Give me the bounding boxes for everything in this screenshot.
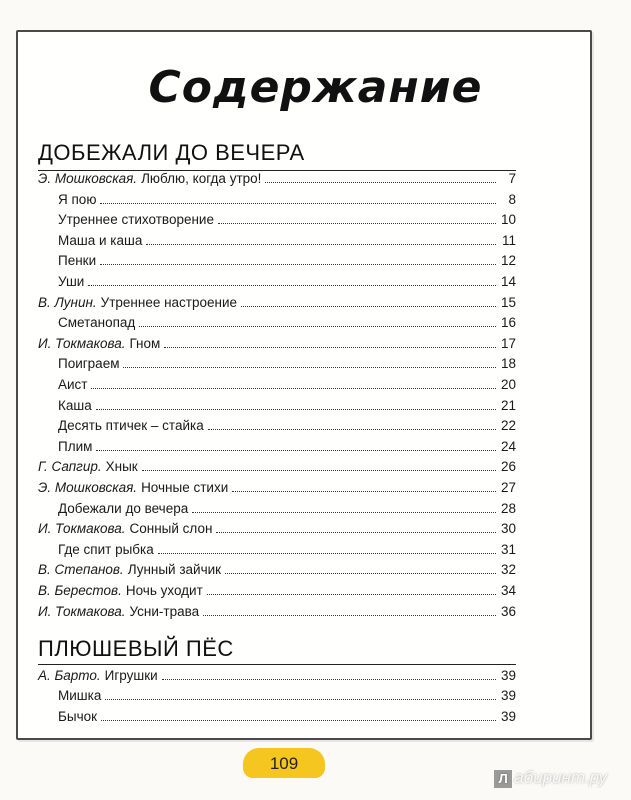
toc-entry-author: Э. Мошковская.	[38, 171, 138, 186]
toc-leader-dots	[105, 687, 496, 700]
toc-leader-dots	[91, 376, 496, 389]
toc-entry-author: И. Токмакова.	[38, 603, 126, 619]
toc-entry	[58, 541, 516, 559]
toc-entry-page: 14	[500, 274, 516, 289]
toc-leader-dots	[101, 708, 496, 721]
toc-entry	[58, 417, 516, 435]
toc-entry-page: 20	[500, 377, 516, 392]
toc-entry-title: Добежали до вечера	[58, 500, 189, 516]
toc-entry	[38, 170, 516, 188]
watermark-logo-icon: Л	[494, 770, 512, 788]
toc-entry-page: 12	[500, 253, 516, 269]
section-rule-2	[38, 664, 516, 665]
toc-entry-author: Г. Сапгир.	[38, 459, 102, 475]
toc-entry-title: Аист	[58, 377, 88, 392]
toc-entry	[38, 520, 516, 538]
section-title-1: ДОБЕЖАЛИ ДО ВЕЧЕРА	[38, 140, 305, 165]
toc-entry-title: Каша	[58, 397, 92, 413]
toc-entry-title: Маша и каша	[58, 232, 143, 248]
toc-entry-page: 39	[500, 688, 516, 704]
toc-leader-dots	[216, 520, 496, 533]
toc-entry-page: 7	[508, 171, 516, 186]
toc-leader-dots	[123, 355, 496, 368]
toc-entry-title: Утреннее стихотворение	[58, 212, 214, 228]
toc-entry-page: 34	[500, 583, 516, 598]
toc-entry-title: Поиграем	[58, 356, 120, 372]
toc-entry-title: Гном	[129, 335, 161, 351]
toc-entry-title: Где спит рыбка	[58, 541, 154, 557]
toc-entry-title: Сметанопад	[58, 315, 136, 331]
toc-leader-dots	[207, 582, 496, 595]
toc-entry-page: 39	[500, 708, 516, 724]
toc-leader-dots	[225, 561, 496, 574]
toc-entry-author: Э. Мошковская.	[38, 480, 138, 495]
toc-entry-title: Плим	[58, 438, 93, 454]
toc-entry-author: В. Берестов.	[38, 583, 122, 598]
toc-entry-author: В. Степанов.	[38, 562, 124, 578]
toc-leader-dots	[100, 252, 496, 265]
toc-leader-dots	[218, 211, 496, 224]
toc-entry-title: Хнык	[105, 459, 138, 475]
toc-leader-dots	[146, 232, 496, 245]
toc-entry	[58, 376, 516, 394]
toc-leader-dots	[241, 294, 496, 307]
toc-entry-title: Пенки	[58, 253, 97, 269]
toc-entry-page: 36	[500, 603, 516, 619]
toc-entry-page: 32	[500, 562, 516, 578]
toc-entry-page: 16	[500, 315, 516, 331]
toc-entry-title: Ночные стихи	[141, 480, 229, 495]
toc-entry-title: Утреннее настроение	[100, 294, 238, 310]
toc-entry-author: И. Токмакова.	[38, 521, 126, 537]
toc-entry-page: 17	[500, 335, 516, 351]
toc-entry-page: 30	[500, 521, 516, 537]
toc-entry	[38, 667, 516, 685]
toc-entry-page: 39	[500, 668, 516, 683]
toc-entry-page: 8	[508, 191, 516, 207]
page-number: 109	[243, 748, 325, 778]
toc-entry-title: Я пою	[58, 191, 97, 207]
toc-entry-title: Уши	[58, 274, 85, 289]
toc-entry	[58, 438, 516, 456]
toc-leader-dots	[192, 500, 496, 513]
toc-entry	[38, 458, 516, 476]
section-title-2: ПЛЮШЕВЫЙ ПЁС	[38, 636, 234, 661]
toc-entry	[58, 355, 516, 373]
toc-entry-author: А. Барто.	[38, 668, 101, 683]
toc-leader-dots	[100, 191, 496, 204]
toc-entry-title: Лунный зайчик	[127, 562, 222, 578]
toc-entry-title: Мишка	[58, 688, 102, 704]
toc-entry-title: Десять птичек – стайка	[58, 418, 204, 434]
toc-entry	[58, 708, 516, 726]
toc-entry-page: 26	[500, 459, 516, 475]
toc-leader-dots	[158, 541, 496, 554]
toc-entry-title: Сонный слон	[129, 521, 213, 537]
toc-entry-page: 28	[500, 500, 516, 516]
toc-entry	[38, 582, 516, 600]
toc-leader-dots	[164, 335, 496, 348]
toc-entry-title: Люблю, когда утро!	[141, 171, 262, 186]
toc-entry	[58, 687, 516, 705]
toc-entry	[58, 314, 516, 332]
toc-entry-title: Бычок	[58, 708, 98, 724]
toc-entry-title: Усни-трава	[129, 603, 200, 619]
toc-entry-page: 15	[500, 294, 516, 310]
toc-entry	[58, 273, 516, 291]
toc-entry	[38, 603, 516, 621]
toc-leader-dots	[232, 479, 496, 492]
toc-leader-dots	[203, 603, 496, 616]
toc-entry-author: И. Токмакова.	[38, 335, 126, 351]
toc-entry	[38, 335, 516, 353]
toc-entry-title: Игрушки	[104, 668, 158, 683]
toc-leader-dots	[88, 273, 496, 286]
toc-entry	[38, 561, 516, 579]
toc-leader-dots	[142, 458, 496, 471]
toc-entry-author: В. Лунин.	[38, 294, 97, 310]
toc-leader-dots	[265, 170, 496, 183]
toc-leader-dots	[162, 667, 496, 680]
toc-entry	[58, 211, 516, 229]
toc-entry-page: 27	[500, 480, 516, 495]
toc-entry-page: 24	[500, 438, 516, 454]
toc-leader-dots	[96, 397, 496, 410]
watermark	[494, 768, 607, 788]
toc-entry	[58, 397, 516, 415]
toc-entry-page: 31	[500, 541, 516, 557]
toc-entry-page: 10	[500, 212, 516, 228]
toc-entry	[58, 232, 516, 250]
toc-entry	[38, 479, 516, 497]
toc-entry-page: 21	[500, 397, 516, 413]
watermark-text: абиринт.ру	[514, 768, 607, 787]
toc-entry-page: 18	[500, 356, 516, 372]
toc-entry	[38, 294, 516, 312]
toc-entry-title: Ночь уходит	[125, 583, 203, 598]
toc-entry	[58, 191, 516, 209]
toc-leader-dots	[208, 417, 496, 430]
toc-entry	[58, 252, 516, 270]
toc-leader-dots	[96, 438, 496, 451]
toc-entry-page: 11	[501, 232, 516, 248]
page-title: Содержание	[148, 62, 483, 113]
toc-entry-page: 22	[500, 418, 516, 434]
toc-entry	[58, 500, 516, 518]
toc-leader-dots	[139, 314, 496, 327]
